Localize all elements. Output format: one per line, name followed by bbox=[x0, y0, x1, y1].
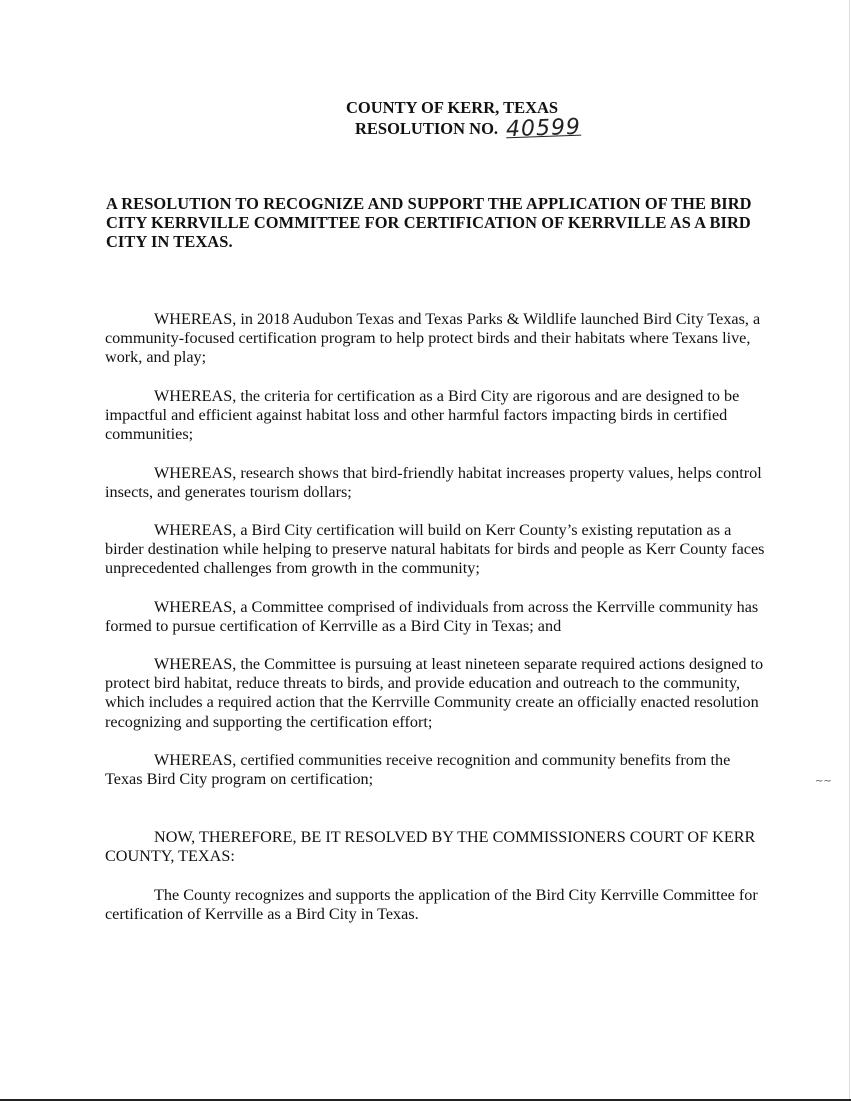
page-edge-line bbox=[849, 0, 850, 1101]
handwritten-resolution-number: 40599 bbox=[505, 114, 582, 143]
whereas-paragraph-1: WHEREAS, in 2018 Audubon Texas and Texas Parks & Wildlife launched Bird City Texas, a community-focused certification program to help protect birds and their habitats where Texans live, work, and play; bbox=[105, 310, 761, 367]
county-heading: COUNTY OF KERR, TEXAS bbox=[346, 98, 559, 117]
document-header bbox=[300, 98, 620, 143]
resolution-number-label: RESOLUTION NO. bbox=[355, 119, 499, 138]
whereas-paragraph-3: WHEREAS, research shows that bird-friendly habitat increases property values, helps control insects, and generates tourism dollars; bbox=[105, 464, 762, 502]
whereas-paragraph-2: WHEREAS, the criteria for certification as a Bird City are rigorous and are designed to be impactful and efficient against habitat loss and other harmful factors impacting birds in certified communities; bbox=[105, 387, 740, 444]
whereas-paragraph-7: WHEREAS, certified communities receive recognition and community benefits from the Texas Bird City program on certification; bbox=[105, 751, 731, 789]
whereas-paragraph-4: WHEREAS, a Bird City certification will build on Kerr County’s existing reputation as a birder destination while helping to preserve natural habitats for birds and people as Kerr County faces unprecedented challenges from growth in the community; bbox=[105, 521, 765, 578]
resolution-number-line bbox=[300, 114, 620, 143]
scan-artifact-mark: ~~ bbox=[815, 776, 832, 787]
whereas-paragraph-6: WHEREAS, the Committee is pursuing at least nineteen separate required actions designed to protect bird habitat, reduce threats to birds, and provide education and outreach to the community, which includes a required action that the Kerrville Community create an officially enacted resolution recognizing and supporting the certification effort; bbox=[105, 655, 764, 731]
resolution-clause: The County recognizes and supports the application of the Bird City Kerrville Committee for certification of Kerrville as a Bird City in Texas. bbox=[105, 886, 758, 924]
resolved-heading: NOW, THEREFORE, BE IT RESOLVED BY THE COMMISSIONERS COURT OF KERR COUNTY, TEXAS: bbox=[105, 828, 756, 866]
whereas-paragraph-5: WHEREAS, a Committee comprised of individuals from across the Kerrville community has formed to pursue certification of Kerrville as a Bird City in Texas; and bbox=[105, 598, 759, 636]
resolution-title: A RESOLUTION TO RECOGNIZE AND SUPPORT THE APPLICATION OF THE BIRD CITY KERRVILLE COMMITTEE FOR CERTIFICATION OF KERRVILLE AS A BIRD CITY IN TEXAS. bbox=[106, 194, 752, 251]
